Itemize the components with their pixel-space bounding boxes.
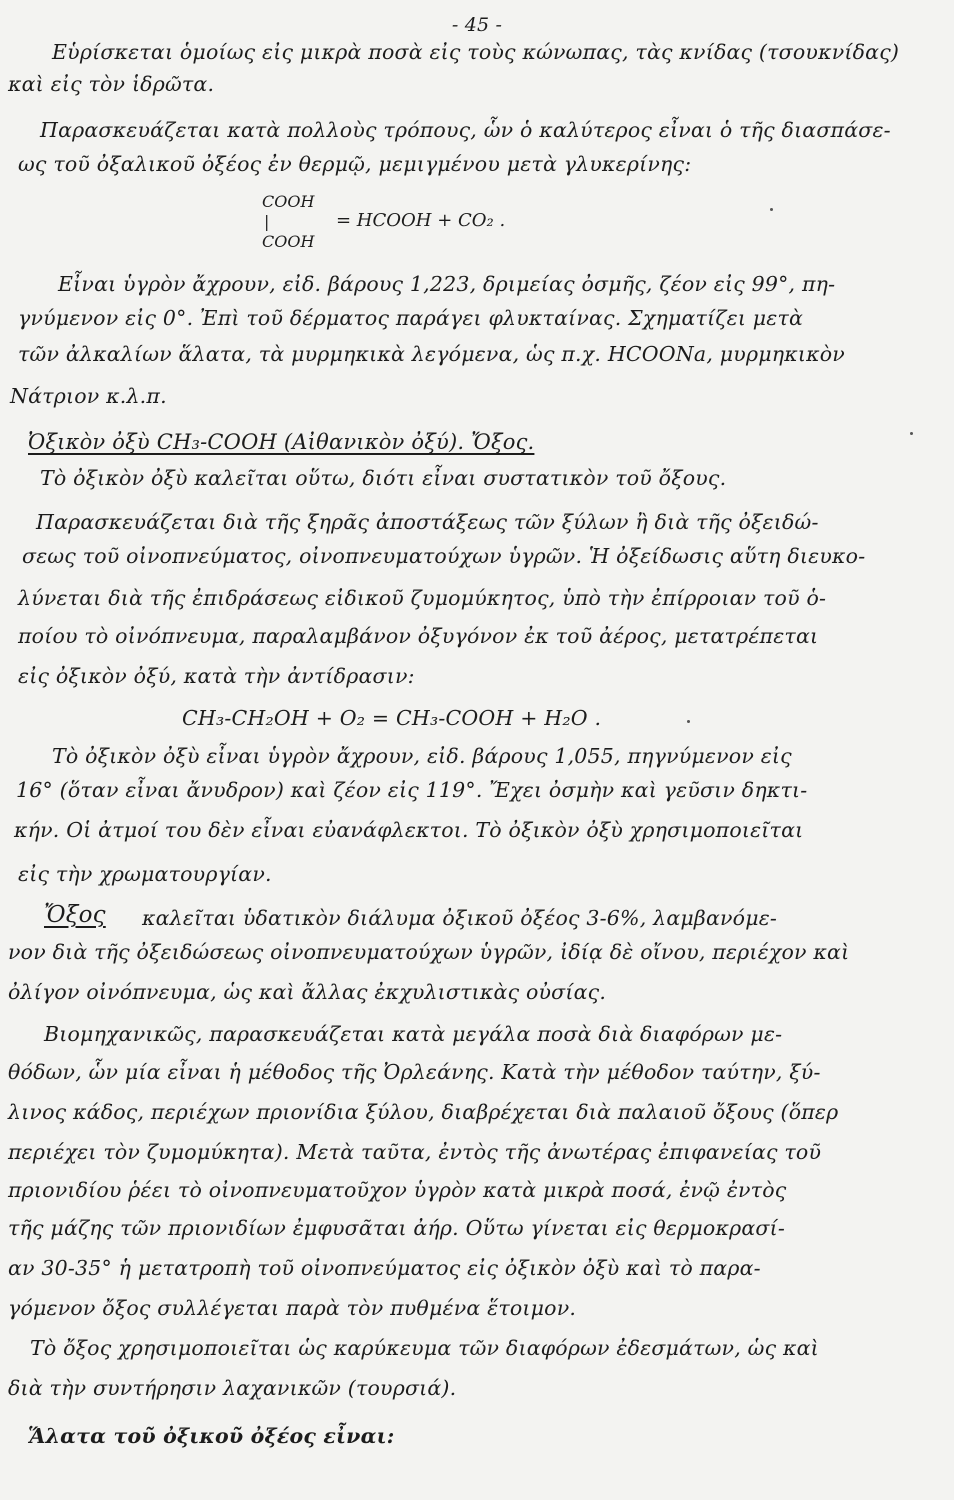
section-heading-acetic-acid: Ὀξικὸν ὀξὺ CH₃-COOH (Αἰθανικὸν ὀξύ). Ὄξος.	[28, 430, 535, 454]
text-line: εἰς ὀξικὸν ὀξύ, κατὰ τὴν ἀντίδρασιν:	[18, 664, 415, 688]
text-line: κήν. Οἱ ἀτμοί του δὲν εἶναι εὐανάφλεκτοι. Τὸ ὀξικὸν ὀξὺ χρησιμοποιεῖται	[14, 818, 804, 842]
text-line: διὰ τὴν συντήρησιν λαχανικῶν (τουρσιά).	[8, 1376, 457, 1400]
chemical-formula-oxalic	[262, 192, 314, 252]
text-line: αν 30-35° ἡ μετατροπὴ τοῦ οἰνοπνεύματος εἰς ὀξικὸν ὀξὺ καὶ τὸ παρα-	[8, 1256, 761, 1280]
text-line: θόδων, ὧν μία εἶναι ἡ μέθοδος τῆς Ὀρλεάνης. Κατὰ τὴν μέθοδον ταύτην, ξύ-	[8, 1060, 821, 1084]
paper-speck	[910, 432, 913, 435]
text-line: ὀλίγον οἰνόπνευμα, ὡς καὶ ἄλλας ἐκχυλιστικὰς οὐσίας.	[8, 980, 607, 1004]
chemical-equation-oxidation: CH₃-CH₂OH + O₂ = CH₃-COOH + H₂O .	[182, 706, 602, 730]
text-line: σεως τοῦ οἰνοπνεύματος, οἰνοπνευματούχων ὑγρῶν. Ἡ ὀξείδωσις αὕτη διευκο-	[22, 544, 866, 568]
paper-speck	[687, 720, 690, 723]
text-line: λινος κάδος, περιέχων πριονίδια ξύλου, διαβρέχεται διὰ παλαιοῦ ὄξους (ὅπερ	[8, 1100, 839, 1124]
section-heading-vinegar: Ὄξος	[44, 902, 106, 928]
text-line: Εὑρίσκεται ὁμοίως εἰς μικρὰ ποσὰ εἰς τοὺς κώνωπας, τὰς κνίδας (τσουκνίδας)	[52, 40, 900, 64]
formula-products: = HCOOH + CO₂ .	[336, 210, 506, 231]
text-line: εἰς τὴν χρωματουργίαν.	[18, 862, 272, 886]
text-line: Νάτριον κ.λ.π.	[10, 384, 167, 408]
formula-top-group: COOH	[262, 192, 315, 211]
text-line: Τὸ ὀξικὸν ὀξὺ εἶναι ὑγρὸν ἄχρουν, εἰδ. βάρους 1,055, πηγνύμενον εἰς	[52, 744, 792, 768]
text-line: Παρασκευάζεται διὰ τῆς ξηρᾶς ἀποστάξεως τῶν ξύλων ἢ διὰ τῆς ὀξειδώ-	[36, 510, 819, 534]
formula-bottom-group: COOH	[262, 232, 315, 251]
text-line: Τὸ ὀξικὸν ὀξὺ καλεῖται οὕτω, διότι εἶναι συστατικὸν τοῦ ὄξους.	[40, 466, 727, 490]
text-line: τῶν ἀλκαλίων ἅλατα, τὰ μυρμηκικὰ λεγόμενα, ὡς π.χ. HCOONa, μυρμηκικὸν	[18, 342, 845, 366]
text-line: Τὸ ὄξος χρησιμοποιεῖται ὡς καρύκευμα τῶν διαφόρων ἐδεσμάτων, ὡς καὶ	[30, 1336, 819, 1360]
text-line: περιέχει τὸν ζυμομύκητα). Μετὰ ταῦτα, ἐντὸς τῆς ἀνωτέρας ἐπιφανείας τοῦ	[8, 1140, 822, 1164]
text-line: πριονιδίου ῥέει τὸ οἰνοπνευματοῦχον ὑγρὸν κατὰ μικρὰ ποσά, ἐνῷ ἐντὸς	[8, 1178, 787, 1202]
page-number: - 45 -	[451, 14, 503, 36]
text-line: Παρασκευάζεται κατὰ πολλοὺς τρόπους, ὧν ὁ καλύτερος εἶναι ὁ τῆς διασπάσε-	[40, 118, 891, 142]
text-line: γόμενον ὄξος συλλέγεται παρὰ τὸν πυθμένα ἕτοιμον.	[8, 1296, 577, 1320]
paper-speck	[770, 208, 773, 211]
formula-bond: |	[264, 212, 270, 231]
text-line: λύνεται διὰ τῆς ἐπιδράσεως εἰδικοῦ ζυμομύκητος, ὑπὸ τὴν ἐπίρροιαν τοῦ ὁ-	[18, 586, 827, 610]
text-line: γνύμενον εἰς 0°. Ἐπὶ τοῦ δέρματος παράγει φλυκταίνας. Σχηματίζει μετὰ	[18, 306, 804, 330]
text-line: καλεῖται ὑδατικὸν διάλυμα ὀξικοῦ ὀξέος 3-6%, λαμβανόμε-	[142, 906, 778, 930]
text-line: Βιομηχανικῶς, παρασκευάζεται κατὰ μεγάλα ποσὰ διὰ διαφόρων με-	[44, 1022, 783, 1046]
text-line: ποίου τὸ οἰνόπνευμα, παραλαμβάνον ὀξυγόνον ἐκ τοῦ ἀέρος, μετατρέπεται	[18, 624, 819, 648]
text-line: νον διὰ τῆς ὀξειδώσεως οἰνοπνευματούχων ὑγρῶν, ἰδίᾳ δὲ οἴνου, περιέχον καὶ	[8, 940, 850, 964]
text-line: Εἶναι ὑγρὸν ἄχρουν, εἰδ. βάρους 1,223, δριμείας ὀσμῆς, ζέον εἰς 99°, πη-	[58, 272, 836, 296]
text-line: τῆς μάζης τῶν πριονιδίων ἐμφυσᾶται ἀήρ. Οὕτω γίνεται εἰς θερμοκρασί-	[8, 1216, 785, 1240]
text-line: καὶ εἰς τὸν ἱδρῶτα.	[8, 72, 215, 96]
text-line: Ἅλατα τοῦ ὀξικοῦ ὀξέος εἶναι:	[28, 1424, 395, 1448]
text-line: 16° (ὅταν εἶναι ἄνυδρον) καὶ ζέον εἰς 119°. Ἔχει ὀσμὴν καὶ γεῦσιν δηκτι-	[16, 778, 808, 802]
text-line: ως τοῦ ὀξαλικοῦ ὀξέος ἐν θερμῷ, μεμιγμένου μετὰ γλυκερίνης:	[18, 152, 692, 176]
